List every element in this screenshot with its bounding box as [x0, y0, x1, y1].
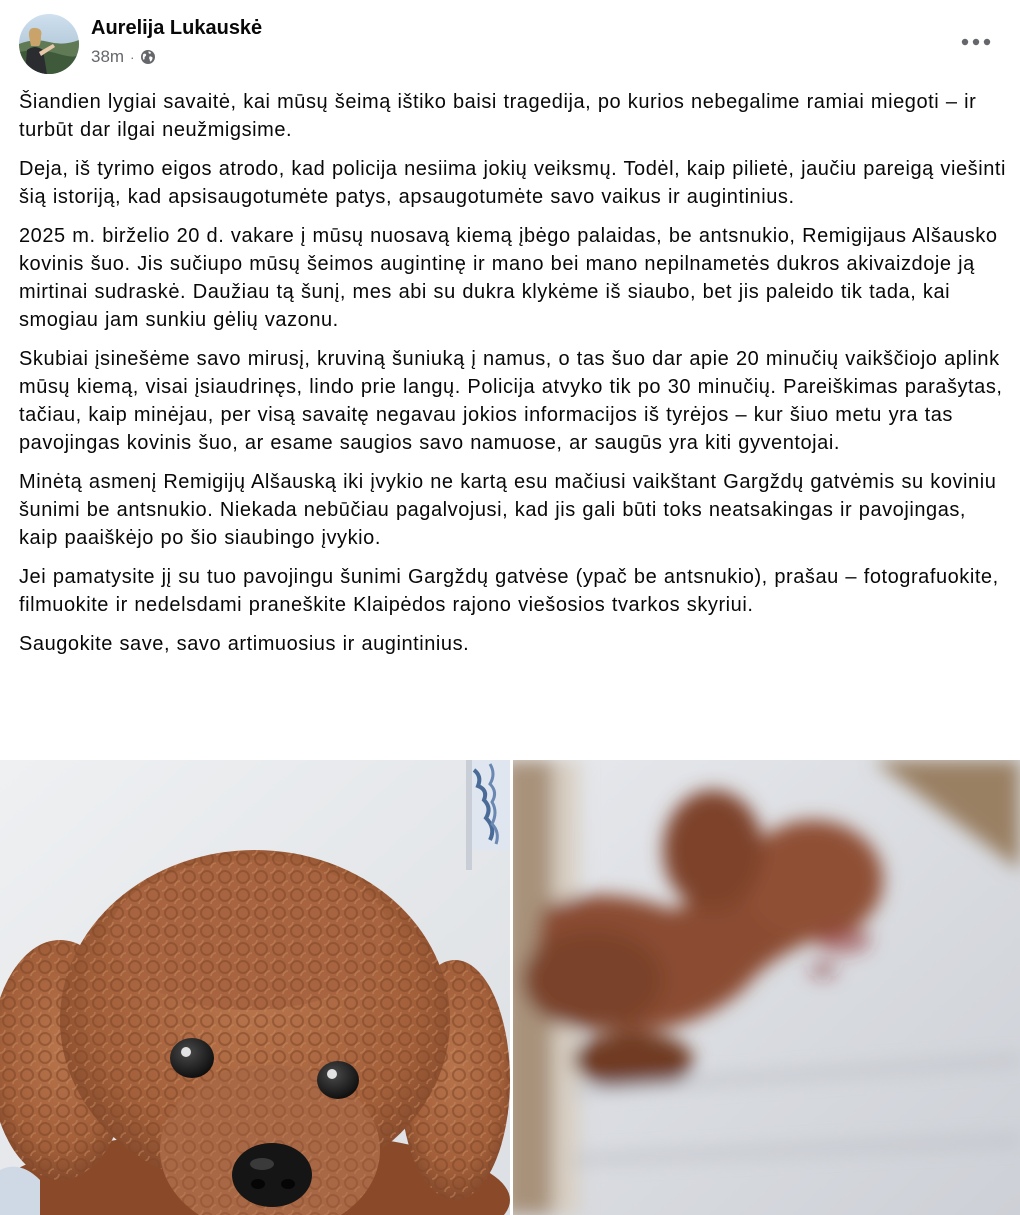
poodle-photo[interactable]	[0, 760, 510, 1215]
meta-separator: ·	[130, 49, 135, 65]
post-header	[0, 0, 1020, 86]
post-paragraph: Deja, iš tyrimo eigos atrodo, kad policija nesiima jokių veiksmų. Todėl, kaip pilietė, jaučiu pareigą viešinti šią istoriją, kad apsisaugotumėte patys, apsaugotumėte savo vaikus ir augintinius.	[19, 158, 1006, 208]
post-timestamp[interactable]: 38m	[91, 47, 125, 66]
blurred-dog-photo[interactable]	[513, 760, 1020, 1215]
author-avatar[interactable]	[19, 14, 79, 74]
post-paragraph: Saugokite save, savo artimuosius ir augintinius.	[19, 633, 470, 655]
post-paragraph: Šiandien lygiai savaitė, kai mūsų šeimą ištiko baisi tragedija, po kurios nebegalime ramiai miegoti – ir turbūt dar ilgai neužmigsime.	[19, 91, 977, 141]
more-options-button[interactable]	[954, 26, 998, 58]
post-meta	[91, 46, 156, 68]
post-paragraph: Minėtą asmenį Remigijų Alšauską iki įvykio ne kartą esu mačiusi vaikštant Gargždų gatvėmis su koviniu šunimi be antsnukio. Niekada nebūčiau pagalvojusi, kad jis gali būti toks neatsakingas ir pavojingas, kaip paaiškėjo po šio siaubingo įvykio.	[19, 471, 997, 549]
globe-icon[interactable]	[140, 49, 156, 65]
avatar-image	[19, 14, 79, 74]
post-paragraph: Jei pamatysite jį su tuo pavojingu šunimi Gargždų gatvėse (ypač be antsnukio), prašau – fotografuokite, filmuokite ir nedelsdami praneškite Klaipėdos rajono viešosios tvarkos skyriui.	[19, 566, 999, 616]
post-paragraph: 2025 m. birželio 20 d. vakare į mūsų nuosavą kiemą įbėgo palaidas, be antsnukio, Remigijaus Alšausko kovinis šuo. Jis sučiupo mūsų šeimos augintinę ir mano bei mano nepilnametės dukros akivaizdoje ją mirtinai sudraskė. Daužiau tą šunį, mes abi su dukra klykėme iš siaubo, bet jis paleido tik tada, kai smogiau jam sunkiu gėlių vazonu.	[19, 225, 998, 331]
author-name[interactable]: Aurelija Lukauskė	[91, 17, 263, 39]
post-photos	[0, 760, 1020, 1215]
post-paragraph: Skubiai įsinešėme savo mirusį, kruviną šuniuką į namus, o tas šuo dar apie 20 minučių vaikščiojo aplink mūsų kiemą, visai įsiaudrinęs, lindo prie langų. Policija atvyko tik po 30 minučių. Pareiškimas parašytas, tačiau, kaip minėjau, per visą savaitę negavau jokios informacijos iš tyrėjos – kur šiuo metu yra tas pavojingas kovinis šuo, ar esame saugios savo namuose, ar saugūs yra kiti gyventojai.	[19, 348, 1003, 454]
more-dots-icon	[961, 38, 991, 46]
post-text	[19, 88, 1009, 669]
